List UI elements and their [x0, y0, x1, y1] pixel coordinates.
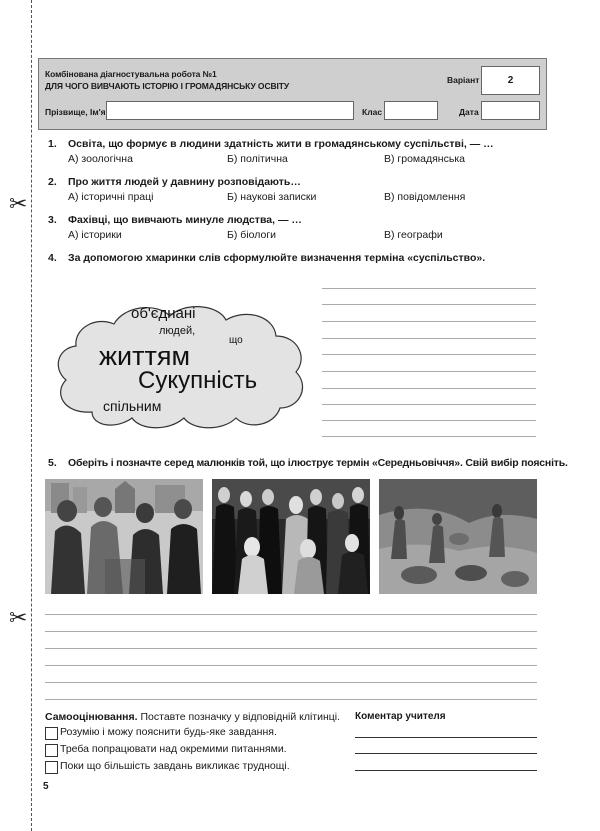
option-c[interactable]: В) повідомлення: [384, 191, 466, 203]
option-a[interactable]: А) історичні праці: [68, 191, 154, 203]
question-number: 1.: [48, 138, 57, 150]
question-3: [48, 214, 548, 248]
teacher-comment-label: Коментар учителя: [355, 711, 446, 722]
checkbox-icon[interactable]: [45, 761, 58, 774]
picture-primitive-people[interactable]: [379, 479, 537, 594]
checkbox-icon[interactable]: [45, 727, 58, 740]
worksheet-header: [38, 58, 547, 130]
question-number: 4.: [48, 252, 57, 264]
cut-line: [31, 0, 32, 831]
header-title-line1: Комбінована діагностувальна робота №1: [45, 69, 217, 79]
word-cloud-word: Сукупність: [138, 367, 258, 394]
answer-line: [45, 699, 537, 700]
answer-line: [322, 354, 536, 355]
name-field[interactable]: [106, 101, 354, 120]
option-a[interactable]: А) зоологічна: [68, 153, 133, 165]
name-label: Прізвище, Ім'я: [45, 107, 106, 117]
comment-line: [355, 770, 537, 771]
teacher-comment-lines[interactable]: [355, 724, 537, 776]
answer-line: [45, 665, 537, 666]
answer-line: [322, 404, 536, 405]
answer-line: [322, 371, 536, 372]
self-assessment-heading: [45, 711, 340, 723]
answer-line: [322, 321, 536, 322]
self-assessment-option: Треба попрацювати над окремими питаннями.: [60, 743, 287, 755]
question-4: [48, 252, 548, 268]
answer-line: [322, 420, 536, 421]
answer-lines-q5[interactable]: [45, 602, 537, 706]
question-text: Освіта, що формує в людини здатність жити в громадянському суспільстві, — …: [68, 138, 494, 150]
class-label: Клас: [362, 107, 383, 117]
option-b[interactable]: Б) наукові записки: [227, 191, 317, 203]
answer-lines-q4[interactable]: [322, 284, 536, 440]
comment-line: [355, 753, 537, 754]
comment-line: [355, 737, 537, 738]
word-cloud-word: людей,: [159, 325, 196, 337]
question-number: 2.: [48, 176, 57, 188]
answer-line: [45, 682, 537, 683]
option-c[interactable]: В) географи: [384, 229, 443, 241]
checkbox-icon[interactable]: [45, 744, 58, 757]
class-field[interactable]: [384, 101, 438, 120]
date-label: Дата: [459, 107, 479, 117]
option-c[interactable]: В) громадянська: [384, 153, 465, 165]
question-text: За допомогою хмаринки слів сформулюйте визначення терміна «суспільство».: [68, 252, 486, 264]
date-field[interactable]: [481, 101, 540, 120]
question-number: 5.: [48, 457, 57, 469]
question-text: Про життя людей у давнину розповідають…: [68, 176, 301, 188]
header-title-line2: ДЛЯ ЧОГО ВИВЧАЮТЬ ІСТОРІЮ І ГРОМАДЯНСЬКУ ОСВІТУ: [45, 81, 290, 91]
variant-value: 2: [481, 66, 540, 95]
self-assessment-option: Поки що більшість завдань викликає труднощі.: [60, 760, 290, 772]
option-a[interactable]: А) історики: [68, 229, 122, 241]
answer-line: [322, 338, 536, 339]
word-cloud-word: спільним: [103, 398, 162, 414]
word-cloud-word: об'єднані: [131, 305, 196, 322]
answer-line: [322, 436, 536, 437]
question-1: [48, 138, 548, 172]
answer-line: [322, 388, 536, 389]
scissors-icon: ✂: [9, 605, 28, 630]
variant-label: Варіант: [447, 75, 480, 85]
answer-line: [322, 288, 536, 289]
answer-line: [322, 304, 536, 305]
picture-medieval-scene[interactable]: [45, 479, 203, 594]
scissors-icon: ✂: [9, 191, 28, 216]
question-5: [48, 457, 568, 473]
word-cloud-word: що: [229, 335, 243, 346]
answer-line: [45, 614, 537, 615]
word-cloud-word: життям: [99, 341, 191, 371]
question-2: [48, 176, 548, 210]
answer-line: [45, 648, 537, 649]
question-text: Фахівці, що вивчають минуле людства, — …: [68, 214, 302, 226]
page-number: 5: [43, 781, 49, 792]
option-b[interactable]: Б) політична: [227, 153, 288, 165]
option-b[interactable]: Б) біологи: [227, 229, 277, 241]
question-text: Оберіть і позначте серед малюнків той, що ілюструє термін «Середньовіччя». Свій вибір поясніть.: [68, 457, 568, 469]
self-assessment-option: Розумію і можу пояснити будь-яке завдання.: [60, 726, 277, 738]
question-number: 3.: [48, 214, 57, 226]
picture-modern-group[interactable]: [212, 479, 370, 594]
self-assessment-title: Самооцінювання.: [45, 711, 138, 723]
answer-line: [45, 631, 537, 632]
self-assessment-instruction: Поставте позначку у відповідній клітинці.: [140, 711, 341, 723]
